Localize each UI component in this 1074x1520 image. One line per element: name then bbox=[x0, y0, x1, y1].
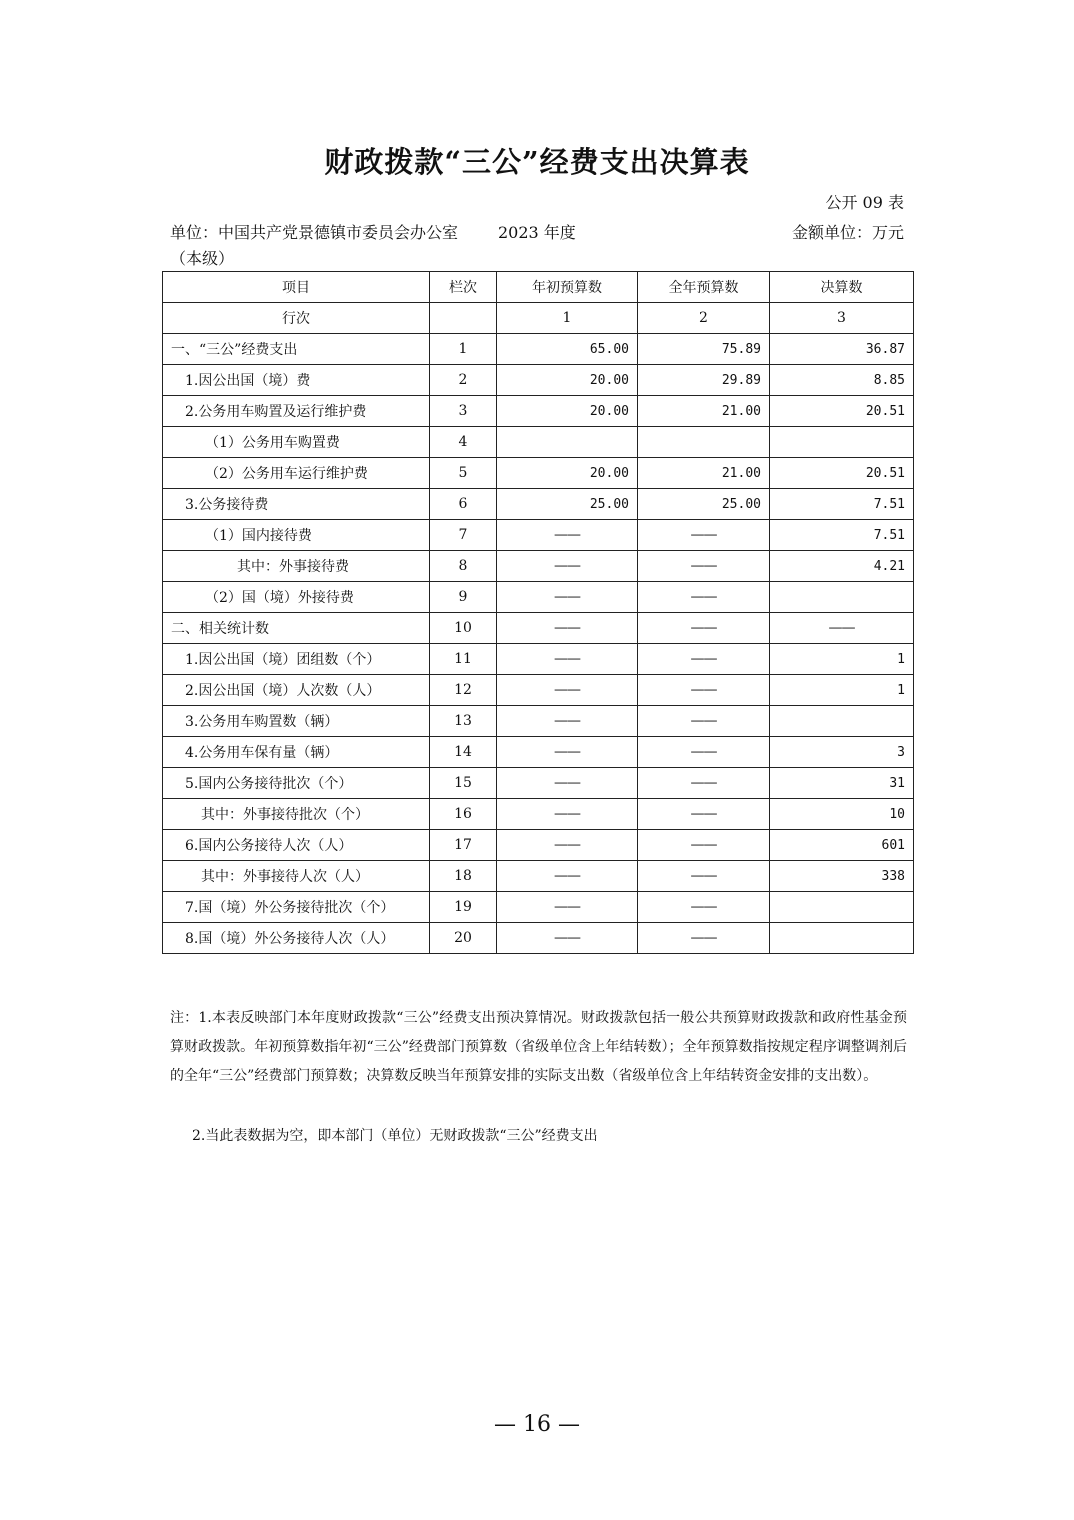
final-account-cell: 4.21 bbox=[770, 551, 914, 582]
final-account-cell bbox=[770, 923, 914, 954]
header-cell: 决算数 bbox=[770, 272, 914, 303]
money-unit-label: 金额单位：万元 bbox=[791, 223, 904, 242]
final-account-cell: —— bbox=[770, 613, 914, 644]
final-account-cell bbox=[770, 427, 914, 458]
header-row bbox=[163, 272, 914, 303]
annual-budget-cell: —— bbox=[638, 923, 770, 954]
table-row bbox=[163, 427, 914, 458]
item-cell: （2）国（境）外接待费 bbox=[163, 582, 430, 613]
initial-budget-cell: —— bbox=[497, 644, 638, 675]
year-label: 2023 年度 bbox=[498, 223, 576, 242]
table-row bbox=[163, 613, 914, 644]
page-number: — 16 — bbox=[494, 1412, 580, 1437]
table-row bbox=[163, 923, 914, 954]
table-row bbox=[163, 582, 914, 613]
initial-budget-cell: —— bbox=[497, 830, 638, 861]
unit-label: 单位：中国共产党景德镇市委员会办公室（本级） bbox=[170, 223, 459, 268]
item-cell: （1）国内接待费 bbox=[163, 520, 430, 551]
initial-budget-cell: —— bbox=[497, 923, 638, 954]
index-cell: 1 bbox=[497, 303, 638, 334]
index-cell: 行次 bbox=[163, 303, 430, 334]
item-cell: （2）公务用车运行维护费 bbox=[163, 458, 430, 489]
table-row bbox=[163, 706, 914, 737]
initial-budget-cell: —— bbox=[497, 675, 638, 706]
line-no-cell: 10 bbox=[430, 613, 497, 644]
annual-budget-cell: 21.00 bbox=[638, 396, 770, 427]
annual-budget-cell: —— bbox=[638, 706, 770, 737]
final-account-cell: 3 bbox=[770, 737, 914, 768]
item-cell: 2.公务用车购置及运行维护费 bbox=[163, 396, 430, 427]
header-cell: 年初预算数 bbox=[497, 272, 638, 303]
final-account-cell: 601 bbox=[770, 830, 914, 861]
table-row bbox=[163, 830, 914, 861]
table-row bbox=[163, 396, 914, 427]
line-no-cell: 18 bbox=[430, 861, 497, 892]
initial-budget-cell: —— bbox=[497, 861, 638, 892]
item-cell: 3.公务用车购置数（辆） bbox=[163, 706, 430, 737]
annual-budget-cell: —— bbox=[638, 613, 770, 644]
form-number: 公开 09 表 bbox=[825, 193, 904, 212]
final-account-cell: 20.51 bbox=[770, 458, 914, 489]
table-row bbox=[163, 644, 914, 675]
table-row bbox=[163, 799, 914, 830]
table-row bbox=[163, 892, 914, 923]
line-no-cell: 4 bbox=[430, 427, 497, 458]
item-cell: 其中：外事接待人次（人） bbox=[163, 861, 430, 892]
line-no-cell: 16 bbox=[430, 799, 497, 830]
annual-budget-cell: —— bbox=[638, 582, 770, 613]
annual-budget-cell bbox=[638, 427, 770, 458]
final-account-cell: 8.85 bbox=[770, 365, 914, 396]
annual-budget-cell: —— bbox=[638, 768, 770, 799]
annual-budget-cell: —— bbox=[638, 737, 770, 768]
final-account-cell: 7.51 bbox=[770, 520, 914, 551]
initial-budget-cell: —— bbox=[497, 706, 638, 737]
line-no-cell: 6 bbox=[430, 489, 497, 520]
item-cell: 7.国（境）外公务接待批次（个） bbox=[163, 892, 430, 923]
line-no-cell: 11 bbox=[430, 644, 497, 675]
annual-budget-cell: 29.89 bbox=[638, 365, 770, 396]
item-cell: 8.国（境）外公务接待人次（人） bbox=[163, 923, 430, 954]
item-cell: 一、“三公”经费支出 bbox=[163, 334, 430, 365]
three-public-expense-table bbox=[162, 271, 914, 954]
final-account-cell: 7.51 bbox=[770, 489, 914, 520]
line-no-cell: 9 bbox=[430, 582, 497, 613]
item-cell: 2.因公出国（境）人次数（人） bbox=[163, 675, 430, 706]
index-row bbox=[163, 303, 914, 334]
initial-budget-cell: —— bbox=[497, 582, 638, 613]
initial-budget-cell: —— bbox=[497, 613, 638, 644]
initial-budget-cell: —— bbox=[497, 737, 638, 768]
final-account-cell: 36.87 bbox=[770, 334, 914, 365]
annual-budget-cell: 25.00 bbox=[638, 489, 770, 520]
final-account-cell: 1 bbox=[770, 644, 914, 675]
initial-budget-cell: 65.00 bbox=[497, 334, 638, 365]
initial-budget-cell: 25.00 bbox=[497, 489, 638, 520]
item-cell: 4.公务用车保有量（辆） bbox=[163, 737, 430, 768]
table-note-2: 2.当此表数据为空，即本部门（单位）无财政拨款“三公”经费支出 bbox=[192, 1128, 598, 1144]
annual-budget-cell: —— bbox=[638, 892, 770, 923]
table-row bbox=[163, 861, 914, 892]
initial-budget-cell: —— bbox=[497, 799, 638, 830]
index-cell: 2 bbox=[638, 303, 770, 334]
item-cell: 5.国内公务接待批次（个） bbox=[163, 768, 430, 799]
annual-budget-cell: —— bbox=[638, 830, 770, 861]
initial-budget-cell bbox=[497, 427, 638, 458]
line-no-cell: 13 bbox=[430, 706, 497, 737]
annual-budget-cell: —— bbox=[638, 799, 770, 830]
line-no-cell: 5 bbox=[430, 458, 497, 489]
index-cell bbox=[430, 303, 497, 334]
final-account-cell: 31 bbox=[770, 768, 914, 799]
table-row bbox=[163, 737, 914, 768]
item-cell: 其中：外事接待费 bbox=[163, 551, 430, 582]
table-row bbox=[163, 768, 914, 799]
line-no-cell: 3 bbox=[430, 396, 497, 427]
line-no-cell: 7 bbox=[430, 520, 497, 551]
line-no-cell: 17 bbox=[430, 830, 497, 861]
table-row bbox=[163, 334, 914, 365]
item-cell: 3.公务接待费 bbox=[163, 489, 430, 520]
annual-budget-cell: 21.00 bbox=[638, 458, 770, 489]
page-title: 财政拨款“三公”经费支出决算表 bbox=[324, 145, 750, 179]
line-no-cell: 1 bbox=[430, 334, 497, 365]
final-account-cell: 1 bbox=[770, 675, 914, 706]
line-no-cell: 12 bbox=[430, 675, 497, 706]
item-cell: 二、相关统计数 bbox=[163, 613, 430, 644]
annual-budget-cell: —— bbox=[638, 644, 770, 675]
table-row bbox=[163, 489, 914, 520]
header-cell: 栏次 bbox=[430, 272, 497, 303]
annual-budget-cell: —— bbox=[638, 675, 770, 706]
line-no-cell: 20 bbox=[430, 923, 497, 954]
line-no-cell: 2 bbox=[430, 365, 497, 396]
item-cell: 6.国内公务接待人次（人） bbox=[163, 830, 430, 861]
table-note: 注：1.本表反映部门本年度财政拨款“三公”经费支出预决算情况。财政拨款包括一般公共预算财政拨款和政府性基金预算财政拨款。年初预算数指年初“三公”经费部门预算数（省级单位含上年结转数）；全年预算数指按规定程序调整调剂后的全年“三公”经费部门预算数；决算数反映当年预算安排的实际支出数（省级单位含上年结转资金安排的支出数）。 bbox=[170, 1010, 907, 1084]
final-account-cell: 10 bbox=[770, 799, 914, 830]
item-cell: 1.因公出国（境）费 bbox=[163, 365, 430, 396]
item-cell: 1.因公出国（境）团组数（个） bbox=[163, 644, 430, 675]
final-account-cell bbox=[770, 582, 914, 613]
final-account-cell bbox=[770, 892, 914, 923]
header-cell: 全年预算数 bbox=[638, 272, 770, 303]
initial-budget-cell: —— bbox=[497, 768, 638, 799]
index-cell: 3 bbox=[770, 303, 914, 334]
table-row bbox=[163, 365, 914, 396]
final-account-cell bbox=[770, 706, 914, 737]
item-cell: 其中：外事接待批次（个） bbox=[163, 799, 430, 830]
annual-budget-cell: —— bbox=[638, 520, 770, 551]
line-no-cell: 14 bbox=[430, 737, 497, 768]
final-account-cell: 20.51 bbox=[770, 396, 914, 427]
initial-budget-cell: —— bbox=[497, 892, 638, 923]
initial-budget-cell: —— bbox=[497, 551, 638, 582]
line-no-cell: 8 bbox=[430, 551, 497, 582]
annual-budget-cell: 75.89 bbox=[638, 334, 770, 365]
annual-budget-cell: —— bbox=[638, 861, 770, 892]
item-cell: （1）公务用车购置费 bbox=[163, 427, 430, 458]
line-no-cell: 15 bbox=[430, 768, 497, 799]
initial-budget-cell: 20.00 bbox=[497, 396, 638, 427]
final-account-cell: 338 bbox=[770, 861, 914, 892]
annual-budget-cell: —— bbox=[638, 551, 770, 582]
table-row bbox=[163, 675, 914, 706]
table-row bbox=[163, 520, 914, 551]
table-row bbox=[163, 551, 914, 582]
initial-budget-cell: 20.00 bbox=[497, 458, 638, 489]
header-cell: 项目 bbox=[163, 272, 430, 303]
initial-budget-cell: 20.00 bbox=[497, 365, 638, 396]
table-row bbox=[163, 458, 914, 489]
initial-budget-cell: —— bbox=[497, 520, 638, 551]
line-no-cell: 19 bbox=[430, 892, 497, 923]
